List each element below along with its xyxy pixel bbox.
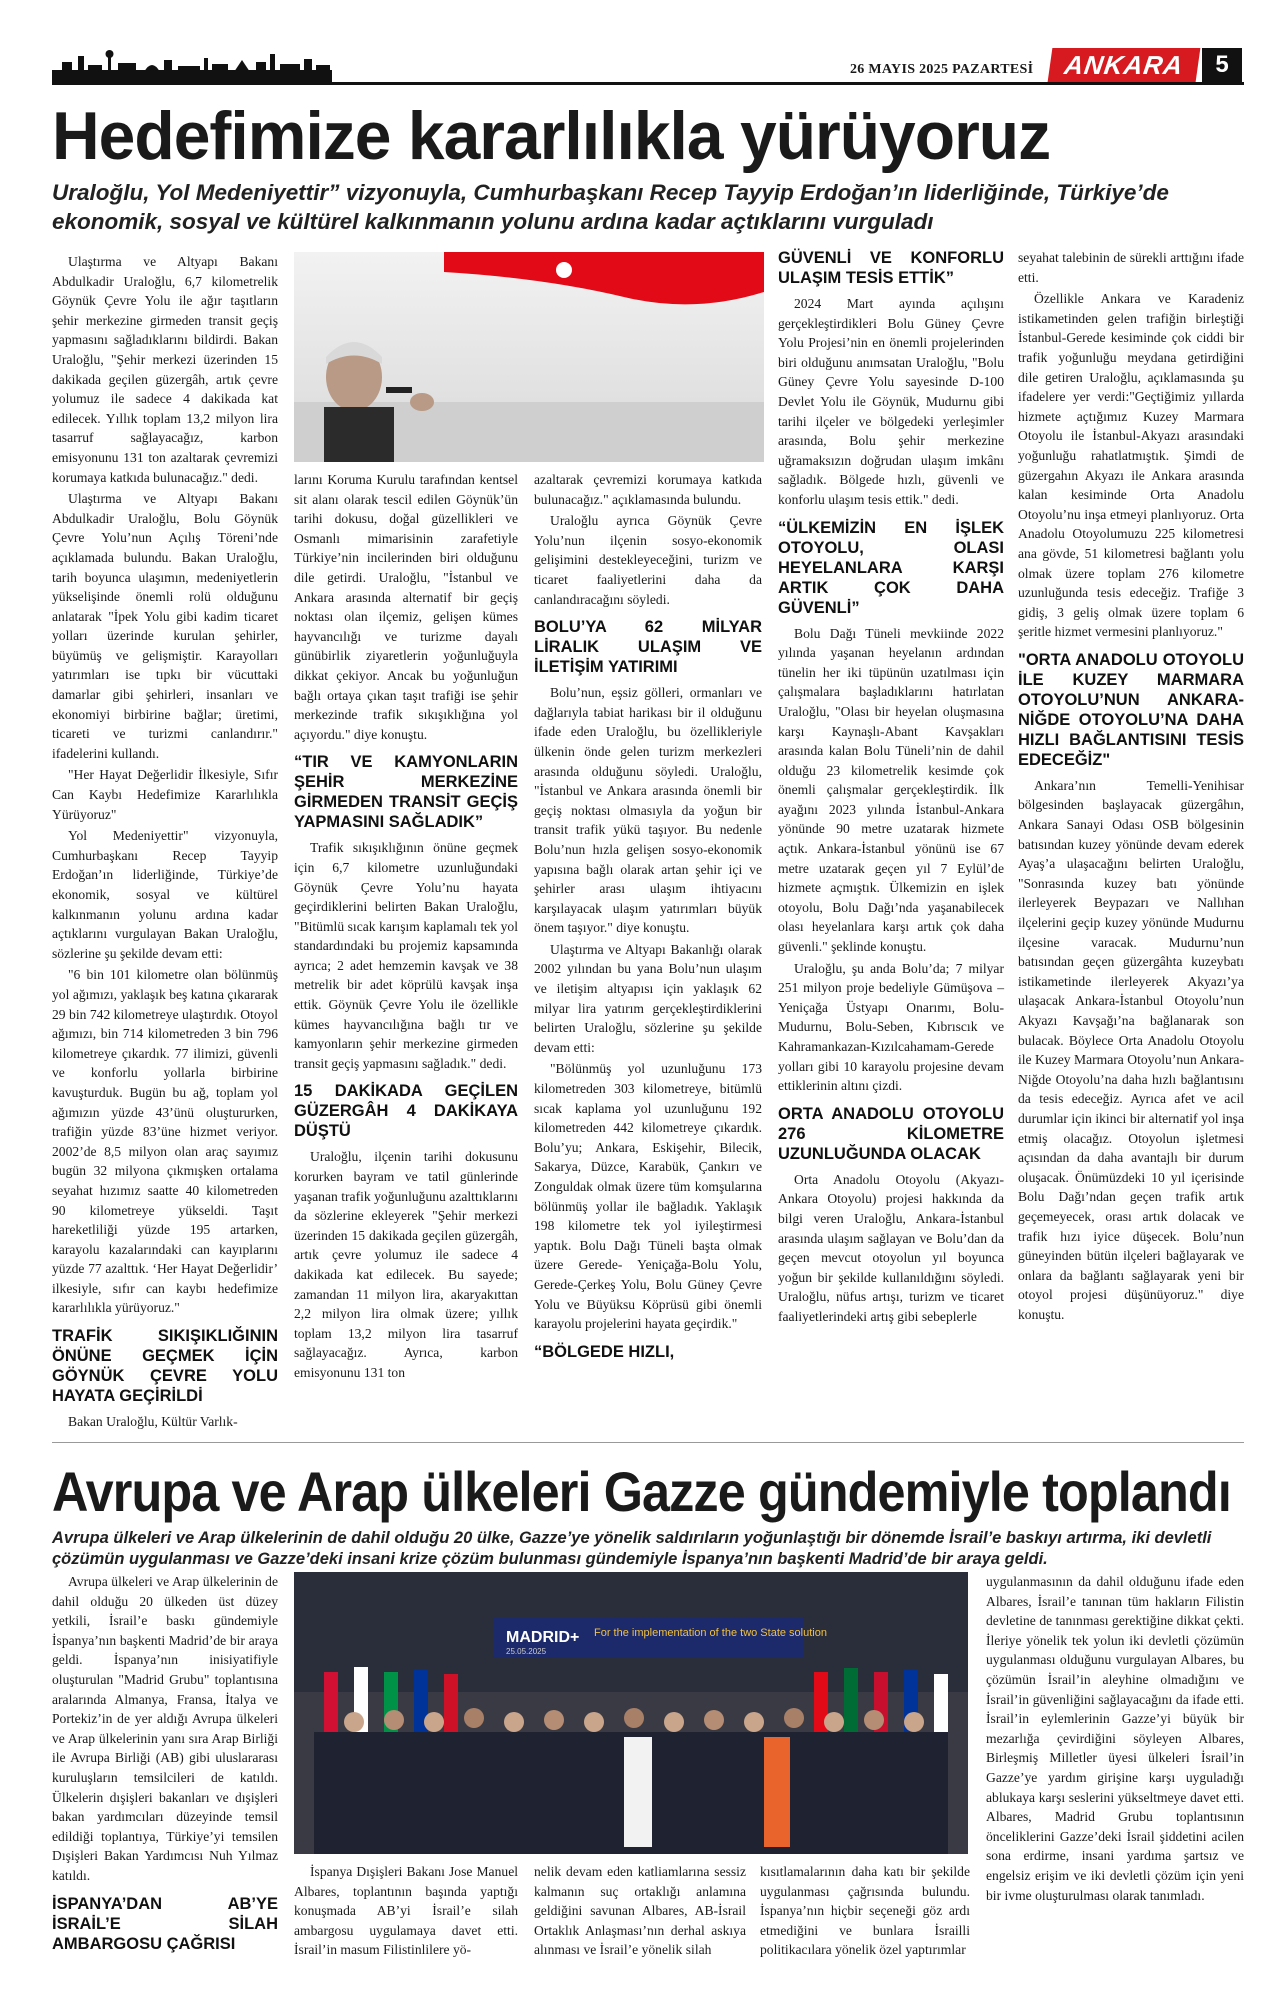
- article1-column-5: [1018, 248, 1244, 1432]
- article2-subheadline: Avrupa ülkeleri ve Arap ülkelerinin de dahil olduğu 20 ülke, Gazze’ye yönelik saldırıların yoğunlaştığı bir dönemde İsrail’e baskıyı artırma, iki devletli çözümün uygulanması ve Gazze’deki insani krize çözüm bulunması gündemiyle İspanya’nın başkenti Madrid’de bir araya geldi.: [52, 1529, 1212, 1568]
- photo-banner-date: 25.05.2025: [506, 1647, 547, 1656]
- article2-column-3: [534, 1862, 746, 1992]
- paragraph: kısıtlamalarının daha katı bir şekilde uygulanması çağrısında bulundu. İspanya’nın hiçbir seçeneği göz ardı etmediğini ve bunlara İsrailli politikacılara yönelik özel yaptırımlar: [760, 1864, 970, 1958]
- paragraph: "6 bin 101 kilometre olan bölünmüş yol ağımızı, yaklaşık beş katına çıkararak 29 bin 742 kilometreye ulaştırdık. Otoyol ağımızı, bin 714 kilometreden 3 bin 796 kilometreye çıkardık. 77 ilimizi, güvenli ve konforlu yollarla birbirine kavuşturduk. Bugün bu ağ, toplam yol ağımızın yüzde 43’ünü oluştururken, trafiğin yüzde 83’üne hizmet veriyor. 2002’de 8,5 milyon olan araç sayımız bugün 32 milyona çıkmışken ortalama seyahat hızımız saatte 40 kilometreden 90 kilometreye yükseldi. Taşıt hareketliliği yüzde 195 artarken, karayolu kazalarındaki can kayıplarını yüzde 77 azalttık. ‘Her Hayat Değerlidir’ ilkesiyle, sıfır can kaybı hedefimize kararlılıkla yürüyoruz.": [52, 967, 278, 1316]
- paragraph: uygulanmasının da dahil olduğunu ifade eden Albares, İsrail’e tanınan tüm hakların Filistin devletine de tanınması gerektiğine dikkat çekti. İleriye yönelik tek yolun iki devletli çözümün uygulanması olduğunu vurgulayan Albares, bu çözümün İsrail’in aleyhine olmadığını ve İsrail’in güvenliğini sağlayacağını da ifade etti. İsrail’in eylemlerinin Gazze’yi büyük bir mezarlığa çevirdiğini söyleyen Albares, Birleşmiş Milletler üyesi ülkeleri İsrail’in Gazze’ye yardım girişine karşı uyguladığı ablukaya karşı seslerini yükseltmeye davet etti. Albares, Madrid Grubu toplantısının önceliklerini Gazze’deki İsrail şiddetini acilen sona erdirme, insani yardıma şartsız ve engelsiz erişim ve iki devletli çözüm için yeni bir ivme oluşturulması olarak tanımladı.: [986, 1574, 1244, 1903]
- newspaper-logo: ANKARA: [1048, 48, 1201, 82]
- paragraph: İspanya Dışişleri Bakanı Jose Manuel Albares, toplantının başında yaptığı konuşmada AB’yi İsrail’e silah ambargosu uygulamaya davet etti. İsrail’in masum Filistinlilere yö-: [294, 1864, 518, 1958]
- section-heading: "ORTA ANADOLU OTOYOLU İLE KUZEY MARMARA OTOYOLU’NUN ANKARA-NİĞDE OTOYOLU’NA DAHA HIZLI BAĞLANTISINI TESİS EDECEĞİZ": [1018, 650, 1244, 769]
- masthead-rule: [52, 82, 1244, 85]
- section-heading: “TIR VE KAMYONLARIN ŞEHİR MERKEZİNE GİRMEDEN TRANSİT GEÇİŞ YAPMASINI SAĞLADIK”: [294, 753, 518, 832]
- section-heading: İSPANYA’DAN AB’YE İSRAİL’E SİLAH AMBARGOSU ÇAĞRISI: [52, 1894, 278, 1953]
- paragraph: "Bölünmüş yol uzunluğunu 173 kilometreden 303 kilometreye, bitümlü sıcak kaplama yol uzunluğunu 192 kilometreden 442 kilometreye çıkardık. Bolu’yu; Ankara, Eskişehir, Bilecik, Sakarya, Düzce, Karabük, Çankırı ve Zonguldak olmak üzere tüm komşularına bölünmüş yollar ile bağladık. Yaklaşık 198 kilometre tek yol iyileştirmesi yaptık. Bolu Dağı Tüneli başta olmak üzere Gerede- Yeniçağa-Bolu Yolu, Gerede-Çerkeş Yolu, Bolu Güney Çevre Yolu ve Büyüksu Köprüsü gibi önemli karayolu projelerini hayata geçirdik.": [534, 1061, 762, 1332]
- paragraph: nelik devam eden katliamlarına sessiz kalmanın suç ortaklığı anlamına geldiğini savunan Albares, AB-İsrail Ortaklık Anlaşması’nın derhal askıya alınması ve İsrail’e yönelik silah: [534, 1864, 746, 1958]
- paragraph: "Her Hayat Değerlidir İlkesiyle, Sıfır Can Kaybı Hedefimize Kararlılıkla Yürüyoruz": [52, 767, 278, 822]
- section-heading: BOLU’YA 62 MİLYAR LİRALIK ULAŞIM VE İLETİŞİM YATIRIMI: [534, 618, 762, 677]
- article1-headline: Hedefimize kararlılıkla yürüyoruz: [52, 98, 1051, 174]
- section-heading: “BÖLGEDE HIZLI,: [534, 1342, 675, 1361]
- paragraph: Özellikle Ankara ve Karadeniz istikametinden gelen trafiğin birleştiği İstanbul-Gerede kesiminde çok ciddi bir trafik yoğunluğu meydana getirdiğini dile getiren Uraloğlu, açıklamasında şu ifadelere yer verdi:"Geçtiğimiz yıllarda hizmete açtığımız Kuzey Marmara Otoyolu ile İstanbul-Akyazı arasındaki yoğunluğu rahatlatmıştık. Şimdi de güzergahın Akyazı ile Ankara arasında kalan kesiminde Orta Anadolu Otoyolu’nu inşa etmeyi planlıyoruz. Orta Anadolu Otoyolumuzu 225 kilometresi ana gövde, 51 kilometresi bağlantı yolu olmak üzere toplam 276 kilometre uzunluğunda tesis edeceğiz. Trafiğe 3 gidiş, 3 geliş olmak üzere toplam 6 şeritle hizmet vermesini planlıyoruz.": [1018, 291, 1244, 640]
- paragraph: Ankara’nın Temelli-Yenihisar bölgesinden başlayacak güzergâhın, Ankara Sanayi Odası OSB bölgesinin batısından kuzey yönünde devam ederek Ayaş’a ulaşacağını belirten Uraloğlu, "Sonrasında kuzey batı yönünde ilerleyerek Beypazarı ve Nallıhan ilçelerini geçip kuzey yönünde Mudurnu ilçesine varacak. Mudurnu’nun batısından geçen güzergâhta kuzeybatı istikametinde ilerleyerek Akyazı’ya ulaşacak Ankara-İstanbul Otoyolu’nun Akyazı Kavşağı’na bağlanarak son bulacak. Böylece Orta Anadolu Otoyolu ile Kuzey Marmara Otoyolu’nun Ankara-Niğde Otoyolu’na daha hızlı bağlantısını da tesis edeceğiz. Ayrıca afet ve acil durumlar için ikinci bir alternatif yol inşa etmiş olacağız. Otoyolun işletmesi açısından da daha avantajlı bir durum oluşacak. Önümüzdeki 10 yıl içerisinde Bolu Dağı’ndan geçen trafik artık geçemeyecek, orası artık dolacak ve trafik hızı iyice düşecek. Bolu’nun güneyinden bütün ilçeleri bağlayarak ve onlara da bağlantı sağlayarak yeni bir otoyol projesi düşünüyoruz." diye konuştu.: [1018, 777, 1244, 1322]
- paragraph: Uraloğlu ayrıca Göynük Çevre Yolu’nun ilçenin sosyo-ekonomik gelişimini destekleyeceğini, turizm ve ticaret faaliyetlerini daha da canlandıracağını söyledi.: [534, 513, 762, 607]
- paragraph: Ulaştırma ve Altyapı Bakanı Abdulkadir Uraloğlu, Bolu Göynük Çevre Yolu’nun Açılış Töreni’nde açıklamada bulundu. Bakan Uraloğlu, tarih boyunca ulaşımın, medeniyetlerin yükselişinde önemli rolü olduğunu anlatarak "İpek Yolu gibi kadim ticaret yolları üzerinde kurulan şehirler, büyümüş ve gelişmiştir. Karayolları yatırımları ise tıpkı bir vücuttaki damarlar gibi şehirleri, insanları ve ekonomiyi birbirine bağlar; üretimi, ticareti ve turizmi canlandırır." ifadelerini kullandı.: [52, 491, 278, 761]
- article1-subheadline: Uraloğlu, Yol Medeniyettir” vizyonuyla, Cumhurbaşkanı Recep Tayyip Erdoğan’ın liderliğinde, Türkiye’de ekonomik, sosyal ve kültürel kalkınmanın yolunu ardına kadar açtıklarını vurguladı: [52, 180, 1169, 234]
- article2-column-2: [294, 1862, 518, 1992]
- photo-banner-title: MADRID+: [506, 1629, 580, 1646]
- paragraph: Bakan Uraloğlu, Kültür Varlık-: [68, 1414, 238, 1430]
- article2-group-photo: [294, 1572, 968, 1854]
- page-number: 5: [1202, 48, 1242, 82]
- paragraph: Orta Anadolu Otoyolu (Akyazı-Ankara Otoyolu) projesi hakkında da bilgi veren Uraloğlu, Ankara-İstanbul arasında ulaşım sağlayan ve Bolu’dan da geçen mevcut otoyolun yıl boyunca yoğun bir şekilde kullanıldığını söyledi. Uraloğlu, nüfus artışı, turizm ve ticaret faaliyetlerindeki artış gibi sebeplerle: [778, 1171, 1004, 1324]
- article1-column-1: [52, 252, 278, 1432]
- article2-column-5: [986, 1572, 1244, 1992]
- photo-banner-subtitle: For the implementation of the two State solution: [594, 1627, 827, 1639]
- paragraph: Ulaştırma ve Altyapı Bakanı Abdulkadir Uraloğlu, 6,7 kilometrelik Göynük Çevre Yolu ile ağır taşıtların şehir merkezine girmeden transit geçiş yapmasını sağladıklarını bildirdi. Bakan Uraloğlu, "Şehir merkezi üzerinden 15 dakikada geçilen güzergâh, artık çevre yolumuz ile sadece 4 dakikada kat edilecek. Yıllık toplam 13,2 milyon lira tasarruf sağlayacağız, karbon emisyonunu 131 ton azaltarak çevremizi korumaya katkıda bulunacağız." dedi.: [52, 254, 278, 485]
- section-heading: “ÜLKEMİZİN EN İŞLEK OTOYOLU, OLASI HEYELANLARA KARŞI ARTIK ÇOK DAHA GÜVENLİ”: [778, 518, 1004, 617]
- paragraph: Bolu’nun, eşsiz gölleri, ormanları ve dağlarıyla tabiat harikası bir il olduğunu ifade eden Uraloğlu, bu özellikleriyle ülkenin önde gelen turizm merkezleri arasında olduğunu söyledi. Uraloğlu, "İstanbul ve Ankara arasında önemli bir geçiş noktası olmasıyla da yoğun bir transit trafik yükü taşıyor. Bu nedenle Bolu’nun hızla gelişen sosyo-ekonomik yapısına bağlı olarak artan şehir içi ve şehirler arası ulaşım ihtiyacını karşılayacak ulaşım yatırımları büyük önem taşıyor." diye konuştu.: [534, 685, 762, 936]
- paragraph: seyahat talebinin de sürekli arttığını ifade etti.: [1018, 250, 1244, 285]
- article2-headline: Avrupa ve Arap ülkeleri Gazze gündemiyle toplandı: [52, 1460, 1231, 1523]
- section-heading: GÜVENLİ VE KONFORLU ULAŞIM TESİS ETTİK”: [778, 249, 1004, 287]
- paragraph: Bolu Dağı Tüneli mevkiinde 2022 yılında yaşanan heyelanın ardından tünelin her iki tüpünün uzatılması için çalışmalara başladıklarını hatırlatan Uraloğlu, "Olası bir heyelan oluşmasına karşı Kaynaşlı-Abant Kavşakları arasında kalan Bolu Tüneli’nin de dahil olduğu 23 kilometrelik kesimde çok önemli çalışmalar gerçekleştirdik. İlk ayağını 2023 yılında İstanbul-Ankara yönünde 90 metre uzatarak hizmete açtık. Ankara-İstanbul yönünü ise 67 metre uzatarak geçen yıl 7 Eylül’de hizmete açmıştık. Ülkemizin en işlek otoyolu, Bolu Dağı’nda yaşanabilecek olası heyelanlara karşı artık çok daha güvenli." şeklinde konuştu.: [778, 625, 1004, 955]
- paragraph: Yol Medeniyettir" vizyonuyla, Cumhurbaşkanı Recep Tayyip Erdoğan’ın liderliğinde, Türkiye’de ekonomik, sosyal ve kültürel kalkınmanın yolunu ardına kadar açtıklarını vurgulayan Bakan Uraloğlu, sözlerine şu şekilde devam etti:: [52, 828, 278, 961]
- article-separator: [52, 1442, 1244, 1443]
- article1-column-2: [294, 470, 518, 1432]
- paragraph: Uraloğlu, şu anda Bolu’da; 7 milyar 251 milyon proje bedeliyle Gümüşova –Yeniçağa Üstyapı Onarımı, Bolu-Mudurnu, Bolu-Seben, Kıbrıscık ve Kahramankazan-Kızılcahamam-Gerede yolları gibi 10 karayolu projesine devam ettiklerinin altını çizdi.: [778, 960, 1004, 1094]
- paragraph: Trafik sıkışıklığının önüne geçmek için 6,7 kilometre uzunluğundaki Göynük Çevre Yolu’nu hayata geçirdiklerini belirten Bakan Uraloğlu, "Bitümlü sıcak karışım kaplamalı tek yol standardındaki bu projemiz kapsamında ayrıca; 2 adet hemzemin kavşak ve 38 metrelik bir adet köprülü kavşak inşa ettik. Göynük Çevre Yolu ile özellikle kümes hayvancılığına bağlı tır ve kamyonların şehir merkezine girmeden transit geçiş yapmasını sağladık." dedi.: [294, 840, 518, 1071]
- article1-column-3: [534, 470, 762, 1432]
- section-heading: TRAFİK SIKIŞIKLIĞININ ÖNÜNE GEÇMEK İÇİN GÖYNÜK ÇEVRE YOLU HAYATA GEÇİRİLDİ: [52, 1327, 278, 1406]
- paragraph: Uraloğlu, ilçenin tarihi dokusunu korurken bayram ve tatil günlerinde yaşanan trafik yoğunluğunu azalttıklarını da sözlerine ekleyerek "Şehir merkezi üzerinden 15 dakikada geçilen güzergâh, artık çevre yolumuz ile sadece 4 dakikada kat edilecek. Bu sayede; zamandan 11 milyon lira, akaryakıttan 2,2 milyon lira olmak üzere; yıllık toplam 13,2 milyon lira tasarruf sağlayacağız. Ayrıca, karbon emisyonunu 131 ton: [294, 1149, 518, 1380]
- article2-column-1: [52, 1572, 278, 1992]
- section-heading: ORTA ANADOLU OTOYOLU 276 KİLOMETRE UZUNLUĞUNDA OLACAK: [778, 1104, 1004, 1163]
- paragraph: Avrupa ülkeleri ve Arap ülkelerinin de dahil olduğu 20 ülkeden üst düzey yetkili, İsrail’e baskı gündemiyle İspanya’nın başkenti Madrid’de bir araya geldi. İspanya’nın inisiyatifiyle oluşturulan "Madrid Grubu" toplantısına aralarında Almanya, Fransa, İtalya ve Portekiz’in de yer aldığı Avrupa ülkeleri ve Arap ülkelerinin yanı sıra Arap Birliği ile Avrupa Birliği (AB) gibi uluslararası kuruluşların temsilcileri de katıldı. Ülkelerin dışişleri bakanları ve dışişleri bakan yardımcıları düzeyinde temsil edildiği toplantıya, Türkiye’yi temsilen Dışişleri Bakan Yardımcısı Nuh Yılmaz katıldı.: [52, 1574, 278, 1883]
- article1-photo: [294, 252, 764, 462]
- paragraph: Ulaştırma ve Altyapı Bakanlığı olarak 2002 yılından bu yana Bolu’nun ulaşım ve iletişim altyapısı için yaklaşık 62 milyar lira yatırım gerçekleştirdiklerini belirten Uraloğlu, sözlerine şu şekilde devam etti:: [534, 941, 762, 1055]
- article1-column-4: [778, 248, 1004, 1432]
- paragraph: azaltarak çevremizi korumaya katkıda bulunacağız." açıklamasında bulundu.: [534, 472, 762, 507]
- section-heading: 15 DAKİKADA GEÇİLEN GÜZERGÂH 4 DAKİKAYA DÜŞTÜ: [294, 1082, 518, 1141]
- article2-column-4: [760, 1862, 970, 1992]
- paragraph: larını Koruma Kurulu tarafından kentsel sit alanı olarak tescil edilen Göynük’ün tarihi dokusu, doğal güzellikleri ve Osmanlı mimarisinin zarafetiyle Türkiye’nin incilerinden biri olduğunu dile getirdi. Uraloğlu, "İstanbul ve Ankara arasında alternatif bir geçiş noktası olan ilçemiz, gelişen kümes hayvancılığı ve turizme dayalı günübirlik ziyaretlerin yoğunluğuyla dikkat çekiyor. Ancak bu yoğunluğun bağlı ortaya çıkan taşıt trafiği ise şehir merkezinde trafik sıkışıklığına yol açıyordu." diye konuştu.: [294, 472, 518, 742]
- city-skyline-illustration: [52, 48, 332, 84]
- paragraph: 2024 Mart ayında açılışını gerçekleştirdikleri Bolu Güney Çevre Yolu Projesi’nin en önemli projelerinden biri olduğunu anımsatan Uraloğlu, "Bolu Güney Çevre Yolu sayesinde D-100 Devlet Yolu ile Göynük, Mudurnu gibi tarihi ilçeler ve bölgedeki yerleşimler arasında, Bolu şehir merkezine uğramaksızın doğrudan ulaşım imkânı sağladık. Bölgede hızlı, güvenli ve konforlu ulaşım tesis ettik." dedi.: [778, 296, 1004, 507]
- issue-date: 26 MAYIS 2025 PAZARTESİ: [850, 62, 1034, 77]
